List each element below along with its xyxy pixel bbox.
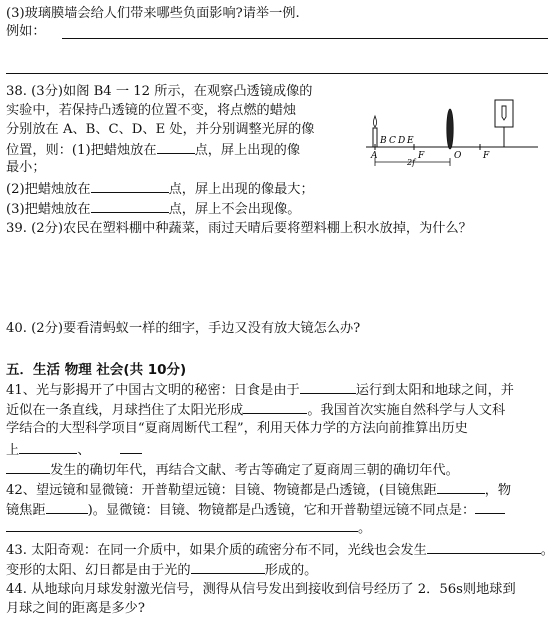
blank-field[interactable]	[243, 401, 307, 414]
q43-line: 变形的太阳、幻日都是由于光的 形成的。	[6, 563, 318, 578]
q39-prompt: 39. (2分)农民在塑料棚中种蔬菜，雨过天晴后要将塑料棚上积水放掉，为什么？	[6, 221, 472, 236]
label-A: A	[371, 151, 378, 161]
q44-line: 月球之间的距离是多少?	[6, 601, 145, 616]
blank-field[interactable]	[191, 561, 265, 574]
q38-line: 最小；	[6, 160, 46, 175]
q37-example-row	[6, 24, 46, 40]
screen-icon	[495, 100, 513, 127]
blank-field[interactable]	[437, 481, 485, 494]
q41-line: 发生的确切年代，再结合文献、考古等确定了夏商周三朝的确切年代。	[6, 461, 459, 479]
q41-line: 近似在一条直线，月球挡住了太阳光形成 。我国首次实施自然科学与人文科	[6, 403, 506, 418]
blank-field[interactable]	[46, 501, 88, 514]
answer-line[interactable]	[6, 73, 548, 74]
answer-line[interactable]	[62, 38, 548, 39]
label-2f: 2f	[407, 158, 416, 167]
q41-line: 学结合的大型科学项目“夏商周断代工程”，利用天体力学的方法向前推算出历史	[6, 421, 468, 436]
q37-part3-prompt: (3)玻璃膜墙会给人们带来哪些负面影响?请举一例.	[6, 6, 300, 21]
image-arrow	[502, 106, 506, 120]
label-O: O	[454, 151, 462, 161]
q42-line: 。	[6, 519, 371, 537]
blank-field[interactable]	[120, 441, 142, 454]
q44-line: 44. 从地球向月球发射激光信号，测得从信号发出到接收到信号经历了 2．56s则地球到	[6, 582, 516, 597]
label-D: D	[398, 136, 406, 146]
q42-line: 镜焦距 )。显微镜：目镜、物镜都是凸透镜，它和开普勒望远镜不同点是：	[6, 501, 505, 519]
blank-field[interactable]	[91, 180, 169, 193]
blank-field[interactable]	[6, 519, 358, 532]
q38-line: 实验中，若保持凸透镜的位置不变，将点燃的蜡烛	[6, 103, 297, 118]
blank-field[interactable]	[91, 200, 169, 213]
q38-line: 38. (3分)如阁 B4 一 12 所示，在观察凸透镜成像的	[6, 84, 313, 99]
blank-field[interactable]	[157, 141, 195, 154]
q42-line: 42、望远镜和显微镜：开普勒望远镜：目镜、物镜都是凸透镜，(目镜焦距 ，物	[6, 483, 512, 498]
section-title: 五．生活 物理 社会(共 10分)	[6, 362, 187, 378]
label-C: C	[389, 136, 396, 146]
q38-line: 分别放在 A、B、C、D、E 处，并分别调整光屏的像	[6, 122, 315, 137]
flame-icon	[373, 116, 376, 127]
q38-line: (3)把蜡烛放在 点，屏上不会出现像。	[6, 202, 301, 217]
blank-field[interactable]	[19, 441, 77, 454]
q38-line: 位置，则：(1)把蜡烛放在 点，屏上出现的像	[6, 143, 301, 158]
example-label: 例如：	[6, 24, 46, 39]
q41-line: 41、光与影揭开了中国古文明的秘密：日食是由于 运行到太阳和地球之间，并	[6, 383, 514, 398]
q43-line: 43. 太阳奇观：在同一介质中，如果介质的疏密分布不同，光线也会发生 。	[6, 543, 554, 558]
q41-line: 上 、	[6, 441, 142, 459]
convex-lens-icon	[447, 109, 453, 149]
blank-field[interactable]	[300, 381, 356, 394]
label-E: E	[407, 136, 414, 146]
blank-field[interactable]	[427, 541, 541, 554]
blank-field[interactable]	[475, 501, 505, 514]
blank-field[interactable]	[6, 461, 50, 474]
q38-line: (2)把蜡烛放在 点，屏上出现的像最大；	[6, 182, 314, 197]
label-F-right: F	[483, 151, 490, 161]
label-B: B	[380, 136, 387, 146]
q40-prompt: 40. (2分)要看清蚂蚁一样的细字，手边又没有放大镜怎么办?	[6, 321, 361, 336]
label-F-left: F	[418, 151, 425, 161]
lens-diagram	[362, 92, 542, 172]
